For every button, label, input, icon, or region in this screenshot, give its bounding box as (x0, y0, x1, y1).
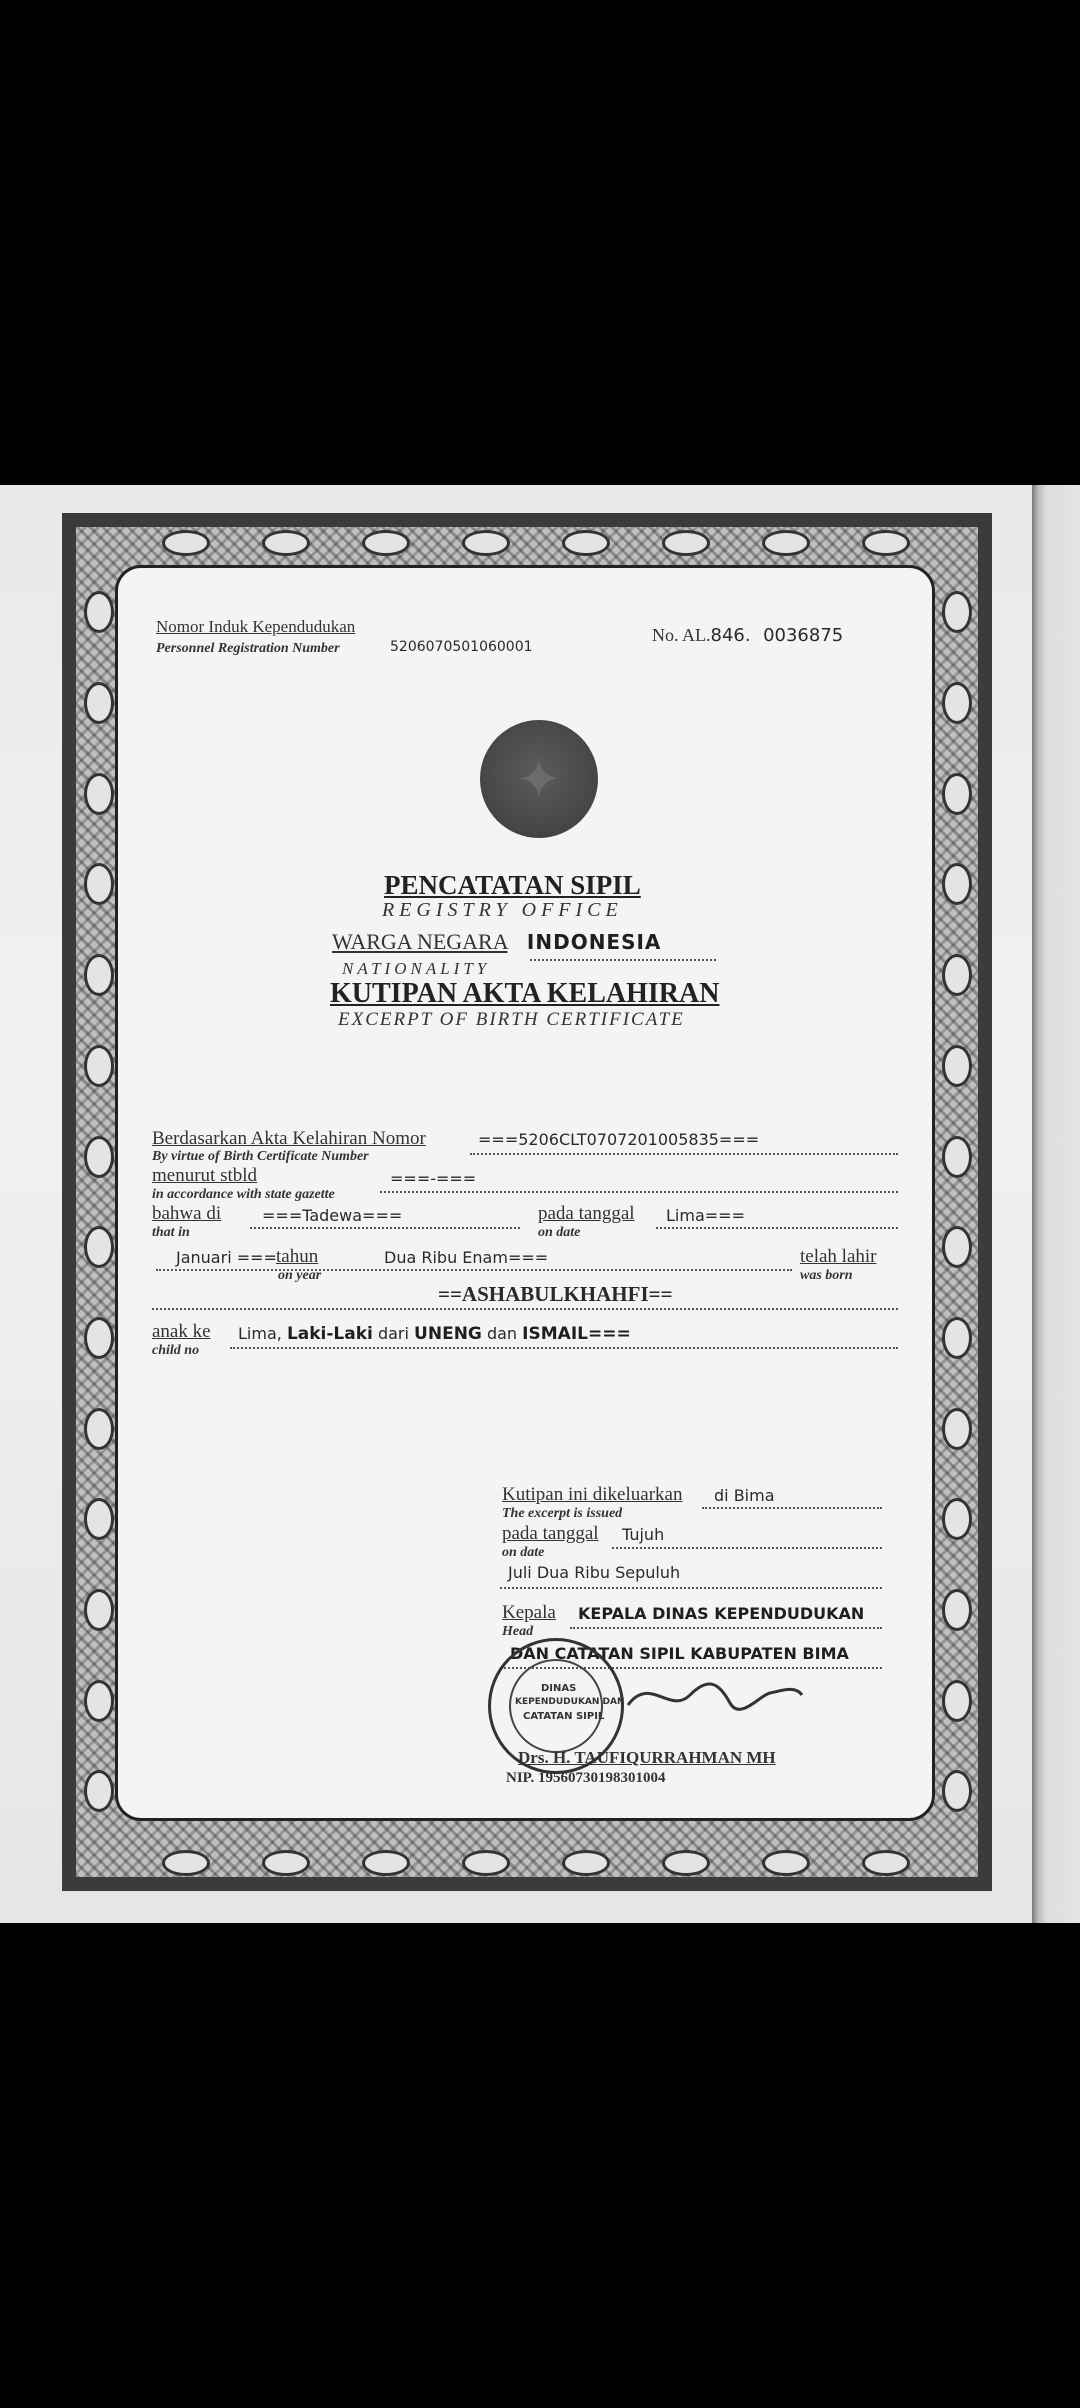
child-details (238, 1324, 631, 1344)
nationality-value: INDONESIA (526, 930, 662, 954)
child-order-label-en: child no (152, 1343, 200, 1358)
and-word: dan (486, 1324, 518, 1343)
nationality-en: NATIONALITY (342, 959, 491, 978)
certificate-number (652, 625, 843, 646)
adjacent-page-edge (1032, 485, 1080, 1923)
border-ornaments-bottom (136, 1849, 936, 1877)
border-ornament (562, 530, 610, 556)
nik-label-en: Personnel Registration Number (156, 641, 340, 656)
border-ornament (84, 1317, 114, 1359)
border-ornament (84, 1136, 114, 1178)
place-dotted-line (250, 1227, 520, 1229)
date-label-en: on date (538, 1225, 581, 1240)
born-label: telah lahir (800, 1246, 877, 1267)
border-ornament (84, 1589, 114, 1631)
issue-date-dotted-line (612, 1547, 882, 1549)
name-dotted-line (152, 1308, 898, 1310)
border-ornament (562, 1850, 610, 1876)
border-ornament (942, 1408, 972, 1450)
border-ornament (462, 1850, 510, 1876)
stamp-line-1: DINAS (541, 1683, 577, 1694)
border-ornament (84, 1045, 114, 1087)
head-title-1: KEPALA DINAS KEPENDUDUKAN (578, 1604, 865, 1623)
basis-label-en: By virtue of Birth Certificate Number (152, 1149, 369, 1164)
child-sex: Laki-Laki (286, 1324, 373, 1344)
garuda-emblem (480, 720, 598, 838)
border-ornament (84, 1770, 114, 1812)
border-ornament (362, 1850, 410, 1876)
signature (620, 1665, 810, 1725)
border-ornament (84, 1408, 114, 1450)
border-ornament (942, 773, 972, 815)
date-dotted-line (656, 1227, 898, 1229)
nik-label: Nomor Induk Kependudukan (156, 617, 356, 636)
head-label: Kepala (502, 1602, 556, 1623)
border-ornament (84, 591, 114, 633)
border-ornament (84, 1498, 114, 1540)
stbld-dotted-line (380, 1191, 898, 1193)
child-of-word: dari (377, 1324, 409, 1343)
child-order-value: Lima, (238, 1324, 282, 1343)
border-ornament (262, 1850, 310, 1876)
excerpt-title-en: EXCERPT OF BIRTH CERTIFICATE (338, 1009, 685, 1030)
border-ornament (942, 1770, 972, 1812)
border-ornament (662, 1850, 710, 1876)
issue-date-label: pada tanggal (502, 1523, 599, 1544)
border-ornament (862, 530, 910, 556)
stbld-value: ===-=== (390, 1169, 477, 1188)
place-label: bahwa di (152, 1203, 222, 1224)
official-nip: NIP. 19560730198301004 (506, 1770, 666, 1786)
registry-title-en: REGISTRY OFFICE (382, 899, 623, 921)
border-ornament (84, 682, 114, 724)
garuda-icon: ✦ (516, 749, 562, 810)
issue-date-label-en: on date (502, 1545, 545, 1560)
issued-value: di Bima (714, 1486, 775, 1505)
border-ornament (84, 1680, 114, 1722)
certificate-number-prefix: No. AL. (652, 625, 711, 645)
date-value: Lima=== (666, 1206, 745, 1225)
border-ornament (862, 1850, 910, 1876)
certificate-number-series: 846. (710, 625, 751, 646)
month-value: Januari === (176, 1248, 277, 1267)
date-label: pada tanggal (538, 1203, 635, 1224)
border-ornament (942, 1680, 972, 1722)
registry-title: PENCATATAN SIPIL (384, 870, 641, 900)
head-title-2: DAN CATATAN SIPIL KABUPATEN BIMA (510, 1644, 849, 1663)
stamp-line-3: CATATAN SIPIL (523, 1711, 605, 1722)
issue-date-value-2: Juli Dua Ribu Sepuluh (508, 1563, 681, 1582)
born-label-en: was born (800, 1268, 853, 1283)
issued-label: Kutipan ini dikeluarkan (502, 1484, 683, 1505)
border-ornament (942, 954, 972, 996)
border-ornaments-top (136, 529, 936, 557)
child-order-label: anak ke (152, 1321, 211, 1342)
stbld-label: menurut stbld (152, 1165, 258, 1186)
nationality-label: WARGA NEGARA (332, 929, 508, 954)
border-ornament (942, 1136, 972, 1178)
border-ornament (942, 1226, 972, 1268)
border-ornament (462, 530, 510, 556)
border-ornament (942, 1045, 972, 1087)
border-ornament (942, 1498, 972, 1540)
basis-value: ===5206CLT0707201005835=== (478, 1130, 760, 1149)
border-ornament (762, 530, 810, 556)
issued-label-en: The excerpt is issued (502, 1506, 623, 1521)
issued-dotted-line (702, 1507, 882, 1509)
border-ornament (942, 1317, 972, 1359)
border-ornament (84, 1226, 114, 1268)
excerpt-title: KUTIPAN AKTA KELAHIRAN (330, 978, 720, 1009)
border-ornament (942, 682, 972, 724)
basis-label: Berdasarkan Akta Kelahiran Nomor (152, 1128, 426, 1149)
border-ornament (84, 863, 114, 905)
father-name: ISMAIL=== (522, 1324, 631, 1344)
head-label-en: Head (502, 1624, 534, 1639)
document-photo (0, 485, 1080, 1923)
border-ornament (942, 1589, 972, 1631)
year-dotted-line (156, 1269, 792, 1271)
official-name: Drs. H. TAUFIQURRAHMAN MH (518, 1748, 776, 1767)
basis-dotted-line (470, 1153, 898, 1155)
nationality-dotted-line (530, 959, 716, 961)
stbld-label-en: in accordance with state gazette (152, 1187, 335, 1202)
certificate-number-value: 0036875 (763, 625, 844, 646)
year-label: tahun (276, 1246, 319, 1267)
border-ornament (942, 863, 972, 905)
border-ornament (84, 954, 114, 996)
child-name: ==ASHABULKHAHFI== (438, 1282, 673, 1306)
border-ornament (662, 530, 710, 556)
place-value: ===Tadewa=== (262, 1206, 403, 1225)
border-ornaments-right (940, 567, 974, 1837)
nationality-row (332, 929, 661, 955)
border-ornament (942, 591, 972, 633)
border-ornament (362, 530, 410, 556)
border-ornament (262, 530, 310, 556)
mother-name: UNENG (414, 1324, 482, 1344)
border-ornament (84, 773, 114, 815)
nik-value: 5206070501060001 (390, 639, 533, 655)
head-1-dotted-line (570, 1627, 882, 1629)
issue-date-2-dotted-line (500, 1587, 882, 1589)
border-ornament (162, 530, 210, 556)
place-label-en: that in (152, 1225, 190, 1240)
border-ornament (762, 1850, 810, 1876)
border-ornaments-left (82, 567, 116, 1837)
year-label-en: on year (278, 1268, 322, 1283)
year-value: Dua Ribu Enam=== (384, 1248, 549, 1267)
border-ornament (162, 1850, 210, 1876)
child-dotted-line (230, 1347, 898, 1349)
stamp-line-2: KEPENDUDUKAN DAN (515, 1697, 625, 1707)
issue-date-value: Tujuh (622, 1525, 665, 1544)
